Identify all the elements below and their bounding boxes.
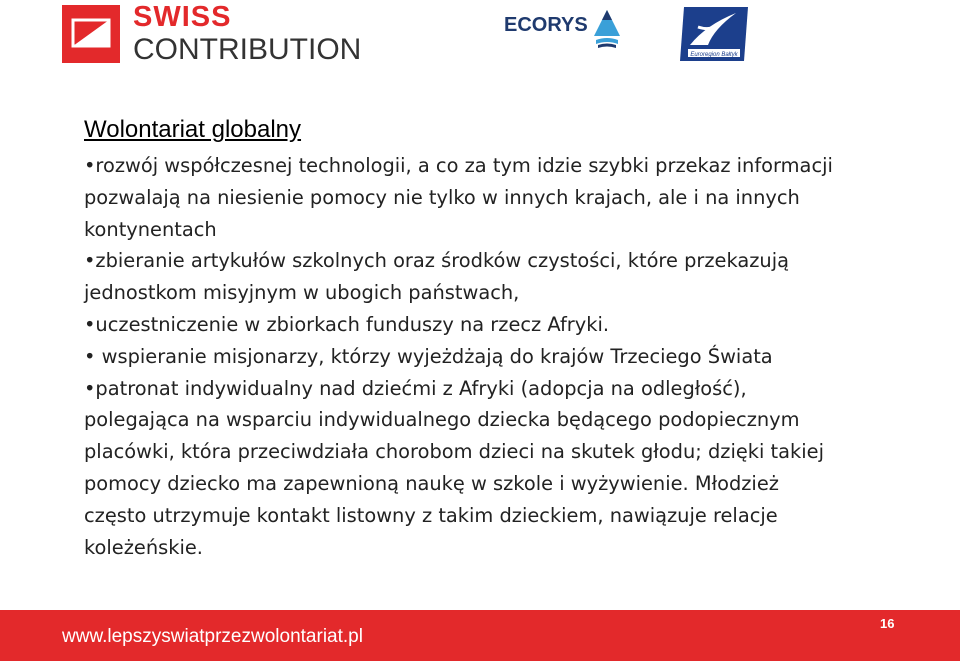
body-line: •zbieranie artykułów szkolnych oraz środków czystości, które przekazują: [84, 249, 789, 273]
body-line: placówki, która przeciwdziała chorobom dzieci na skutek głodu; dzięki takiej: [84, 440, 824, 464]
ecorys-logo: [504, 8, 620, 58]
swiss-contribution-logo: [62, 1, 362, 66]
body-line: koleżeńskie.: [84, 535, 203, 559]
slide-body: [84, 150, 914, 563]
body-line: często utrzymuje kontakt listowny z takim dzieckiem, nawiązuje relacje: [84, 503, 778, 527]
page-number: 16: [880, 616, 895, 631]
euroregion-baltyk-logo: [678, 5, 750, 63]
ecorys-triangle-icon: [592, 8, 622, 50]
body-line: • wspieranie misjonarzy, którzy wyjeżdżają do krajów Trzeciego Świata: [84, 344, 773, 368]
body-line: pozwalają na niesienie pomocy nie tylko w innych krajach, ale i na innych: [84, 185, 800, 209]
swiss-logo-line1: SWISS: [133, 1, 232, 33]
body-line: •uczestniczenie w zbiorkach funduszy na rzecz Afryki.: [84, 312, 610, 336]
body-line: kontynentach: [84, 217, 217, 241]
slide-title: Wolontariat globalny: [84, 116, 302, 143]
footer-bar: [0, 610, 960, 661]
body-line: •patronat indywidualny nad dziećmi z Afryki (adopcja na odległość),: [84, 376, 747, 400]
euroregion-logo-text: Euroregion Bałtyk: [690, 52, 738, 58]
body-line: •rozwój współczesnej technologii, a co za tym idzie szybki przekaz informacji: [84, 154, 833, 177]
body-line: pomocy dziecko ma zapewnioną naukę w szkole i wyżywienie. Młodzież: [84, 471, 779, 495]
ecorys-logo-text: ECORYS: [504, 14, 588, 36]
seagull-icon: [678, 5, 750, 63]
swiss-flag-icon: [62, 5, 120, 63]
body-line: jednostkom misyjnym w ubogich państwach,: [84, 281, 520, 305]
body-line: polegająca na wsparciu indywidualnego dziecka będącego podopiecznym: [84, 408, 800, 432]
swiss-logo-line2: CONTRIBUTION: [133, 33, 362, 66]
footer-url-link[interactable]: www.lepszyswiatprzezwolontariat.pl: [62, 626, 363, 647]
